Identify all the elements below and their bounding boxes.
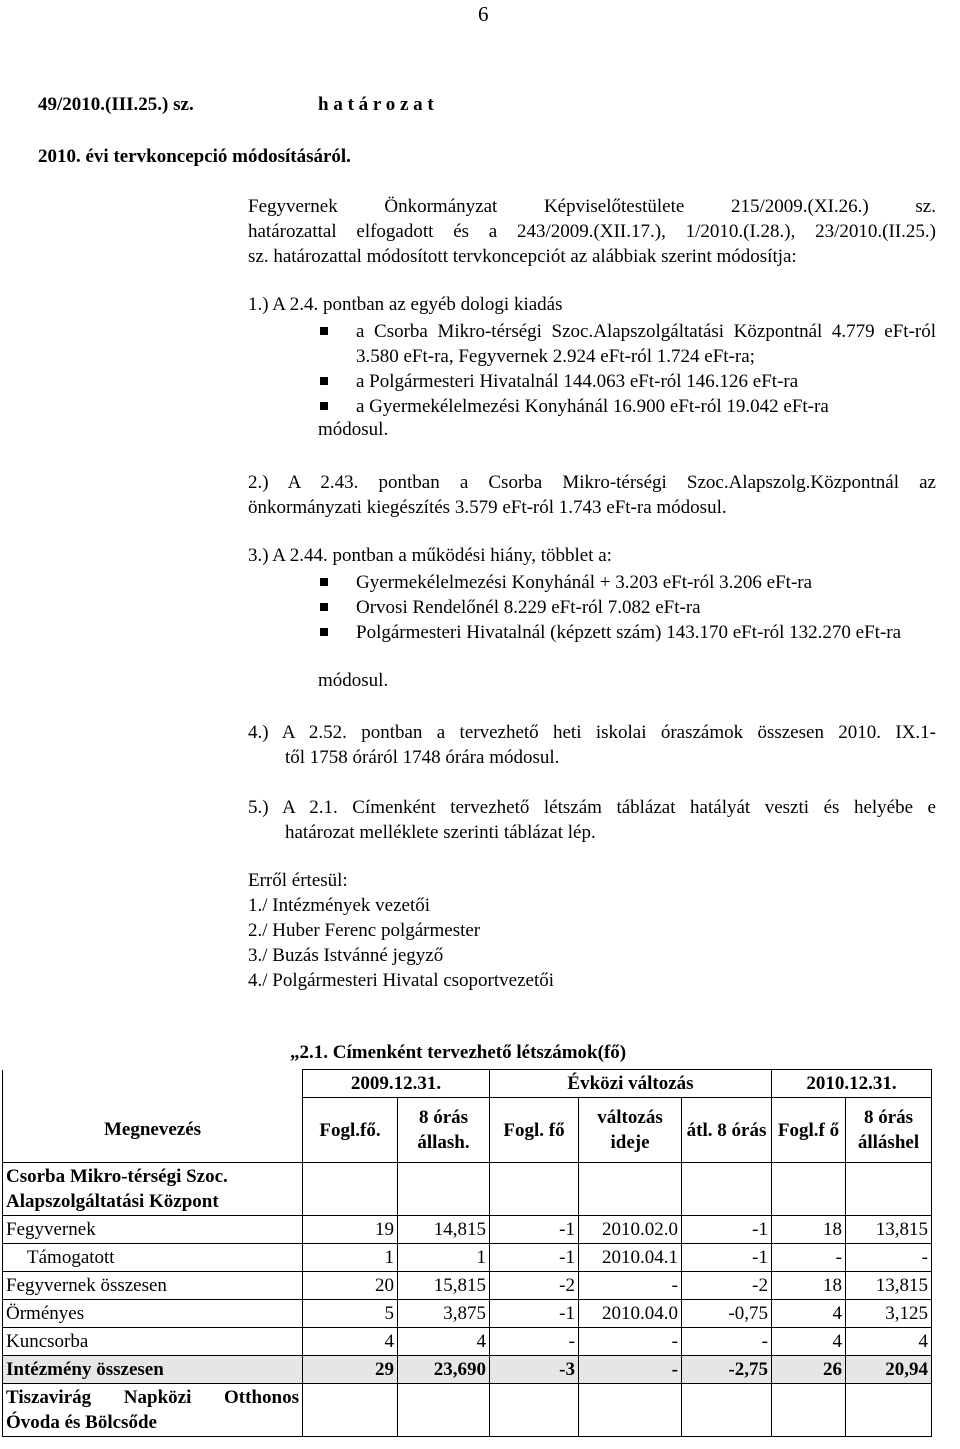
table-cell: - <box>579 1328 682 1356</box>
item-5-line-2: határozat melléklete szerinti táblázat lép. <box>285 822 596 843</box>
group-header: Évközi változás <box>490 1070 772 1098</box>
table-cell: 20,94 <box>846 1356 932 1384</box>
table-cell: -3 <box>490 1356 579 1384</box>
notify-item: 1./ Intézmények vezetői <box>248 895 431 916</box>
column-header: Fogl.f ő <box>772 1098 846 1163</box>
column-header: Fogl. fő <box>490 1098 579 1163</box>
headcount-table <box>2 1069 932 1437</box>
table-cell: 4 <box>303 1328 398 1356</box>
table-cell <box>846 1384 932 1437</box>
table-cell: 4 <box>846 1328 932 1356</box>
resolution-type: h a t á r o z a t <box>318 94 434 115</box>
page-number: 6 <box>478 2 489 26</box>
table-cell <box>682 1384 772 1437</box>
table-cell: 19 <box>303 1216 398 1244</box>
item-3-bullet: Polgármesteri Hivatalnál (képzett szám) 143.170 eFt-ról 132.270 eFt-ra <box>318 620 936 645</box>
row-label: Támogatott <box>3 1244 303 1272</box>
group-header-row <box>3 1070 932 1098</box>
table-cell: -0,75 <box>682 1300 772 1328</box>
table-cell: -2 <box>682 1272 772 1300</box>
column-header-row <box>3 1098 932 1163</box>
table-cell: 29 <box>303 1356 398 1384</box>
table-cell <box>490 1384 579 1437</box>
table-cell: 3,875 <box>398 1300 490 1328</box>
intro-line-3: sz. határozattal módosított tervkoncepciót az alábbiak szerint módosítja: <box>248 246 797 267</box>
column-header: Megnevezés <box>3 1098 303 1163</box>
resolution-subject: 2010. évi tervkoncepció módosításáról. <box>38 146 351 167</box>
notify-item: 2./ Huber Ferenc polgármester <box>248 920 481 941</box>
item-4-line-2: től 1758 óráról 1748 órára módosul. <box>285 747 560 768</box>
table-cell: - <box>682 1328 772 1356</box>
table-cell: -1 <box>682 1216 772 1244</box>
item-3-bullet: Orvosi Rendelőnél 8.229 eFt-ról 7.082 eFt-ra <box>318 595 936 620</box>
table-cell: 3,125 <box>846 1300 932 1328</box>
notify-title: Erről értesül: <box>248 870 348 891</box>
table-row <box>3 1300 932 1328</box>
table-cell: 4 <box>772 1328 846 1356</box>
table-row <box>3 1272 932 1300</box>
table-cell: - <box>490 1328 579 1356</box>
table-body <box>3 1163 932 1437</box>
table-cell: 23,690 <box>398 1356 490 1384</box>
table-cell <box>303 1384 398 1437</box>
table-row <box>3 1384 932 1437</box>
table-cell <box>303 1163 398 1216</box>
resolution-number: 49/2010.(III.25.) sz. <box>38 94 194 115</box>
table-cell <box>490 1163 579 1216</box>
item-1-bullet: a Gyermekélelmezési Konyhánál 16.900 eFt-ról 19.042 eFt-ra <box>318 394 936 419</box>
item-5-line-1: 5.) A 2.1. Címenként tervezhető létszám táblázat hatályát veszti és helyébe e <box>248 797 936 818</box>
table-cell: 2010.04.1 <box>579 1244 682 1272</box>
table-cell <box>772 1384 846 1437</box>
row-label: Tiszavirág Napközi Otthonos Óvoda és Bölcsőde <box>3 1384 303 1437</box>
table-row <box>3 1356 932 1384</box>
column-header: 8 órás állash. <box>398 1098 490 1163</box>
table-cell: 4 <box>398 1328 490 1356</box>
item-1-bullets <box>318 319 936 419</box>
table-cell: 20 <box>303 1272 398 1300</box>
table-caption: „2.1. Címenként tervezhető létszámok(fő) <box>290 1042 627 1063</box>
table-cell: 13,815 <box>846 1216 932 1244</box>
row-label: Fegyvernek <box>3 1216 303 1244</box>
row-label: Csorba Mikro-térségi Szoc. Alapszolgáltatási Központ <box>3 1163 303 1216</box>
item-3-tail: módosul. <box>318 670 389 691</box>
table-cell: 14,815 <box>398 1216 490 1244</box>
table-cell: 1 <box>303 1244 398 1272</box>
table-cell: 2010.02.0 <box>579 1216 682 1244</box>
column-header: 8 órás álláshel <box>846 1098 932 1163</box>
table-cell: -1 <box>490 1216 579 1244</box>
table-cell <box>772 1163 846 1216</box>
table-row <box>3 1244 932 1272</box>
item-1-bullet: a Csorba Mikro-térségi Szoc.Alapszolgáltatási Központnál 4.779 eFt-ról 3.580 eFt-ra, Fegyvernek 2.924 eFt-ról 1.724 eFt-ra; <box>318 319 936 369</box>
table-cell: -2,75 <box>682 1356 772 1384</box>
table-cell: 18 <box>772 1216 846 1244</box>
table-row <box>3 1163 932 1216</box>
column-header: átl. 8 órás <box>682 1098 772 1163</box>
group-header: 2010.12.31. <box>772 1070 932 1098</box>
table-cell: 4 <box>772 1300 846 1328</box>
row-label: Örményes <box>3 1300 303 1328</box>
table-cell: - <box>846 1244 932 1272</box>
column-header: Fogl.fő. <box>303 1098 398 1163</box>
item-1-bullet: a Polgármesteri Hivatalnál 144.063 eFt-ról 146.126 eFt-ra <box>318 369 936 394</box>
table-cell <box>682 1163 772 1216</box>
table-cell: -2 <box>490 1272 579 1300</box>
group-header: 2009.12.31. <box>303 1070 490 1098</box>
column-header: változás ideje <box>579 1098 682 1163</box>
table-cell: - <box>772 1244 846 1272</box>
row-label: Kuncsorba <box>3 1328 303 1356</box>
item-1-tail: módosul. <box>318 419 389 440</box>
table-cell: - <box>579 1356 682 1384</box>
table-cell: 1 <box>398 1244 490 1272</box>
table-row <box>3 1216 932 1244</box>
item-2-line-1: 2.) A 2.43. pontban a Csorba Mikro-térségi Szoc.Alapszolg.Központnál az <box>248 472 936 493</box>
table-cell: - <box>579 1272 682 1300</box>
table-row <box>3 1328 932 1356</box>
item-3-bullet: Gyermekélelmezési Konyhánál + 3.203 eFt-ról 3.206 eFt-ra <box>318 570 936 595</box>
table-cell: -1 <box>490 1300 579 1328</box>
item-3-bullets <box>318 570 936 645</box>
item-2-line-2: önkormányzati kiegészítés 3.579 eFt-ról 1.743 eFt-ra módosul. <box>248 497 727 518</box>
row-label: Intézmény összesen <box>3 1356 303 1384</box>
table-cell: -1 <box>682 1244 772 1272</box>
table-cell <box>398 1384 490 1437</box>
notify-item: 4./ Polgármesteri Hivatal csoportvezetői <box>248 970 555 991</box>
table-cell: 18 <box>772 1272 846 1300</box>
group-header-empty <box>3 1070 303 1098</box>
table-cell: 13,815 <box>846 1272 932 1300</box>
table-cell <box>846 1163 932 1216</box>
table-cell: 2010.04.0 <box>579 1300 682 1328</box>
intro-line-1: Fegyvernek Önkormányzat Képviselőtestülete 215/2009.(XI.26.) sz. <box>248 196 936 217</box>
table-cell: 5 <box>303 1300 398 1328</box>
row-label: Fegyvernek összesen <box>3 1272 303 1300</box>
table-cell: 15,815 <box>398 1272 490 1300</box>
intro-line-2: határozattal elfogadott és a 243/2009.(XII.17.), 1/2010.(I.28.), 23/2010.(II.25.) <box>248 221 936 242</box>
item-4-line-1: 4.) A 2.52. pontban a tervezhető heti iskolai óraszámok összesen 2010. IX.1- <box>248 722 936 743</box>
table-cell: -1 <box>490 1244 579 1272</box>
item-1-title: 1.) A 2.4. pontban az egyéb dologi kiadás <box>248 294 563 315</box>
table-cell: 26 <box>772 1356 846 1384</box>
table-cell <box>579 1163 682 1216</box>
table-cell <box>398 1163 490 1216</box>
item-3-title: 3.) A 2.44. pontban a működési hiány, többlet a: <box>248 545 612 566</box>
table-cell <box>579 1384 682 1437</box>
notify-item: 3./ Buzás Istvánné jegyző <box>248 945 444 966</box>
